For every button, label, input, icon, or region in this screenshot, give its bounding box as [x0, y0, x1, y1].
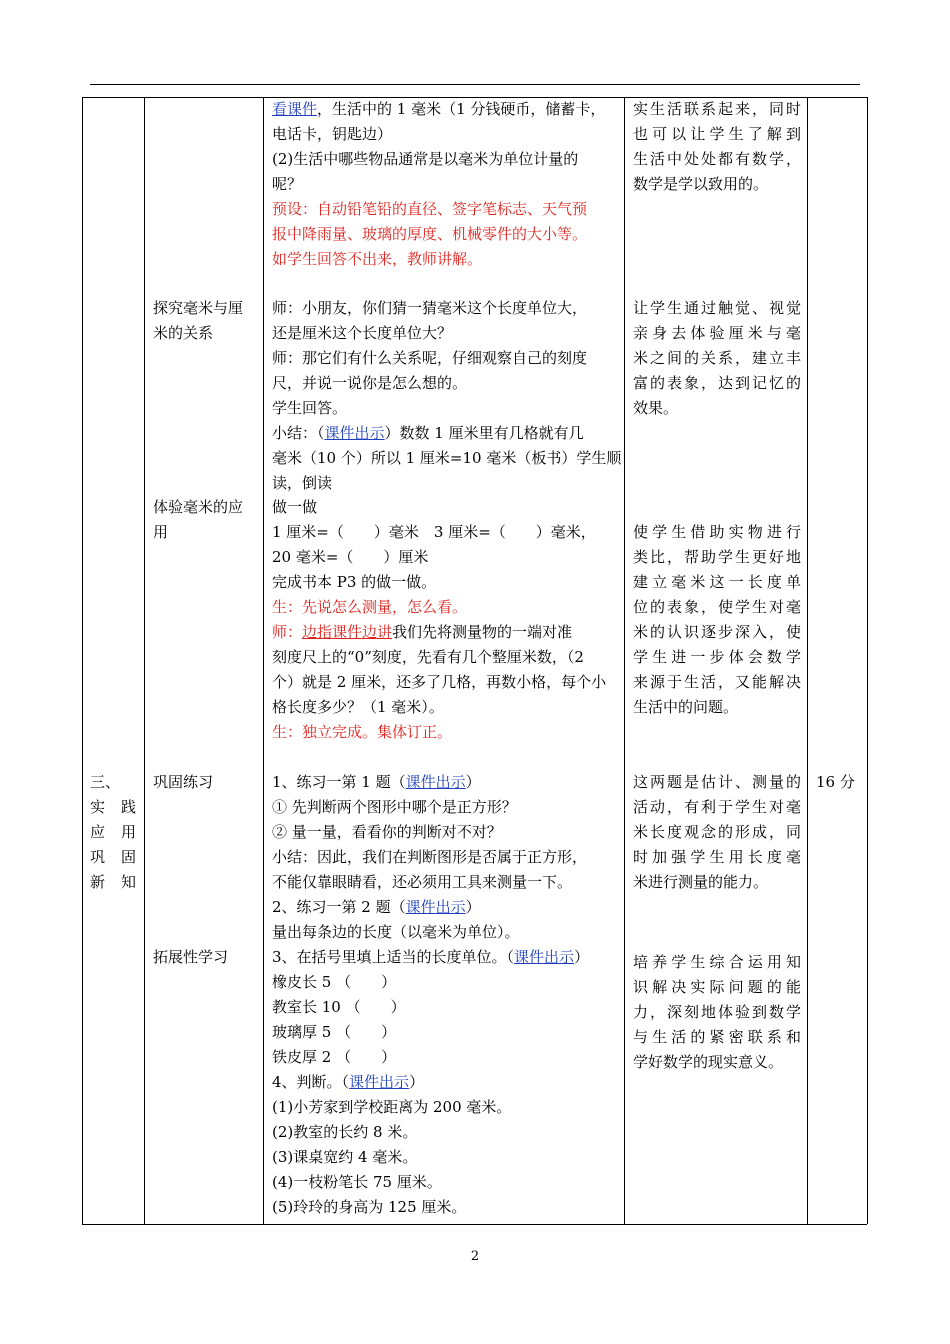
section-label-line: 新 知: [90, 873, 136, 891]
intent-practice: [633, 770, 801, 895]
activity-line: 电话卡，钥匙边）: [272, 125, 393, 143]
column-divider-3: [624, 97, 625, 1224]
intent-line: 学生进一步体会数学: [633, 648, 801, 666]
activity-line: 做一做: [272, 498, 318, 516]
intent-explore: [633, 296, 801, 421]
activity-line: 小结：（课件出示）数数 1 厘米里有几格就有几: [272, 424, 584, 442]
table-border-left: [82, 97, 83, 1224]
activity-line: (5)玲玲的身高为 125 厘米。: [272, 1198, 467, 1216]
activity-line: (2)生活中哪些物品通常是以毫米为单位计量的: [272, 150, 579, 168]
courseware-link[interactable]: 课件出示: [405, 773, 466, 791]
activity-line: 3、在括号里填上适当的长度单位。（课件出示）: [272, 948, 590, 966]
activity-line: 刻度尺上的“0”刻度，先看有几个整厘米数，（2: [272, 648, 584, 666]
activity-line: 4、判断。（课件出示）: [272, 1073, 425, 1091]
section-label-line: 应 用: [90, 823, 136, 841]
intent-line: 米之间的关系，建立丰: [633, 349, 801, 367]
topic-line: 用: [153, 523, 169, 541]
column-divider-2: [263, 97, 264, 1224]
intent-line: 识解决实际问题的能: [633, 978, 801, 996]
courseware-link[interactable]: 课件出示: [514, 948, 575, 966]
page-number: 2: [470, 1249, 480, 1264]
topic-practice: [153, 770, 259, 795]
intent-line: 亲身去体验厘米与毫: [633, 324, 801, 342]
activity-explore: [272, 296, 622, 496]
intent-line: 力，深刻地体验到数学: [633, 1003, 801, 1021]
activity-line: 量出每条边的长度（以毫米为单位）。: [272, 923, 520, 941]
intent-line: 活动，有利于学生对毫: [633, 798, 801, 816]
student-instruction-line: 生：独立完成。集体订正。: [272, 723, 453, 741]
activity-line: ② 量一量，看看你的判断对不对？: [272, 823, 502, 841]
activity-line: 毫米（10 个）所以 1 厘米=10 毫米（板书）学生顺: [272, 449, 622, 467]
topic-apply: [153, 495, 259, 545]
intent-extend: [633, 950, 801, 1075]
activity-line: 个）就是 2 厘米，还多了几格，再数小格，每个小: [272, 673, 607, 691]
activity-line: (1)小芳家到学校距离为 200 毫米。: [272, 1098, 512, 1116]
intent-line: 米的认识逐步深入，使: [633, 623, 801, 641]
activity-line: 1 厘米=（ ）毫米 3 厘米=（ ）毫米，: [272, 523, 596, 541]
activity-practice: [272, 770, 618, 1220]
activity-line: 玻璃厚 5 （ ）: [272, 1023, 397, 1041]
activity-line: 学生回答。: [272, 399, 348, 417]
teacher-instruction-line: 师：边指课件边讲我们先将测量物的一端对准: [272, 623, 573, 641]
intent-line: 与生活的紧密联系和: [633, 1028, 801, 1046]
courseware-link[interactable]: 课件出示: [405, 898, 466, 916]
activity-line: 格长度多少？（1 毫米）。: [272, 698, 444, 716]
intent-line: 位的表象，使学生对毫: [633, 598, 801, 616]
activity-line: 尺，并说一说你是怎么想的。: [272, 374, 468, 392]
column-divider-4: [807, 97, 808, 1224]
intent-line: 实生活联系起来，同时: [633, 100, 801, 118]
intent-line: 米进行测量的能力。: [633, 873, 769, 891]
activity-line: 还是厘米这个长度单位大？: [272, 324, 453, 342]
intent-line: 学好数学的现实意义。: [633, 1053, 784, 1071]
intent-line: 生活中处处都有数学，: [633, 150, 801, 168]
courseware-link[interactable]: 边指课件边讲: [302, 623, 393, 641]
activity-line: 不能仅靠眼睛看，还必须用工具来测量一下。: [272, 873, 573, 891]
intent-line: 也可以让学生了解到: [633, 125, 801, 143]
activity-line: (2)教室的长约 8 米。: [272, 1123, 418, 1141]
lesson-plan-table: [82, 97, 867, 1224]
intent-line: 培养学生综合运用知: [633, 953, 801, 971]
table-border-bottom: [82, 1224, 867, 1225]
intent-line: 类比，帮助学生更好地: [633, 548, 801, 566]
topic-extend: [153, 945, 259, 970]
activity-line: 教室长 10 （ ）: [272, 998, 406, 1016]
topic-line: 探究毫米与厘: [153, 299, 244, 317]
intent-line: 富的表象，达到记忆的: [633, 374, 801, 392]
courseware-link[interactable]: 看课件: [272, 100, 318, 118]
intent-line: 效果。: [633, 399, 679, 417]
activity-line: 师：那它们有什么关系呢，仔细观察自己的刻度: [272, 349, 588, 367]
preset-answer-line: 预设：自动铅笔铅的直径、签字笔标志、天气预: [272, 200, 588, 218]
topic-explore: [153, 296, 259, 346]
intent-line: 数学是学以致用的。: [633, 175, 769, 193]
activity-intro: [272, 97, 618, 272]
activity-line: 1、练习一第 1 题（课件出示）: [272, 773, 481, 791]
intent-line: 这两题是估计、测量的: [633, 773, 801, 791]
activity-line: 呢？: [272, 175, 303, 193]
activity-line: 师：小朋友，你们猜一猜毫米这个长度单位大，: [272, 299, 588, 317]
section-label-line: 实 践: [90, 798, 136, 816]
activity-line: 看课件，生活中的 1 毫米（1 分钱硬币，储蓄卡，: [272, 100, 606, 118]
activity-line: 橡皮长 5 （ ）: [272, 973, 397, 991]
activity-apply: [272, 495, 618, 745]
activity-line: (4)一枝粉笔长 75 厘米。: [272, 1173, 442, 1191]
activity-line: (3)课桌宽约 4 毫米。: [272, 1148, 418, 1166]
student-instruction-line: 生：先说怎么测量，怎么看。: [272, 598, 468, 616]
intent-intro: [633, 97, 801, 197]
topic-line: 拓展性学习: [153, 948, 229, 966]
time-allocation: [816, 770, 862, 795]
topic-line: 巩固练习: [153, 773, 214, 791]
intent-line: 建立毫米这一长度单: [633, 573, 801, 591]
activity-line: 20 毫米=（ ）厘米: [272, 548, 429, 566]
courseware-link[interactable]: 课件出示: [349, 1073, 410, 1091]
table-border-right: [867, 97, 868, 1224]
activity-line: 小结：因此，我们在判断图形是否属于正方形，: [272, 848, 588, 866]
intent-line: 时加强学生用长度毫: [633, 848, 801, 866]
intent-line: 使学生借助实物进行: [633, 523, 801, 541]
courseware-link[interactable]: 课件出示: [324, 424, 385, 442]
preset-answer-line: 如学生回答不出来，教师讲解。: [272, 250, 483, 268]
activity-line: ① 先判断两个图形中哪个是正方形？: [272, 798, 517, 816]
topic-line: 体验毫米的应: [153, 498, 244, 516]
activity-line: 读，倒读: [272, 474, 333, 492]
topic-line: 米的关系: [153, 324, 214, 342]
intent-apply: [633, 520, 801, 720]
intent-line: 来源于生活，又能解决: [633, 673, 801, 691]
section-label-line: 三、: [90, 773, 121, 791]
intent-line: 让学生通过触觉、视觉: [633, 299, 801, 317]
activity-line: 铁皮厚 2 （ ）: [272, 1048, 397, 1066]
section-label: [90, 770, 136, 895]
intent-line: 生活中的问题。: [633, 698, 739, 716]
activity-line: 2、练习一第 2 题（课件出示）: [272, 898, 481, 916]
time-value: 16 分: [816, 773, 855, 791]
activity-line: 完成书本 P3 的做一做。: [272, 573, 437, 591]
column-divider-1: [144, 97, 145, 1224]
intent-line: 米长度观念的形成，同: [633, 823, 801, 841]
preset-answer-line: 报中降雨量、玻璃的厚度、机械零件的大小等。: [272, 225, 588, 243]
header-rule: [90, 84, 860, 85]
section-label-line: 巩 固: [90, 848, 136, 866]
